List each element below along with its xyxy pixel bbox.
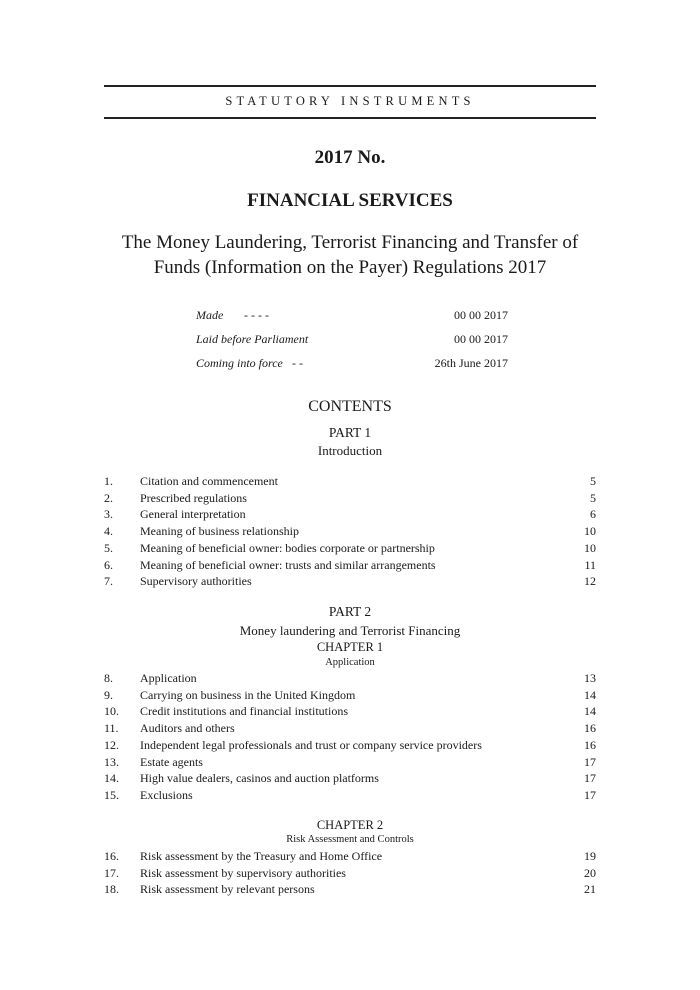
part-2-number: PART 2 [328, 604, 372, 619]
regulation-title: The Money Laundering, Terrorist Financing and Transfer of Funds (Information on the Payer) Regulations 2017 [121, 232, 579, 278]
toc-entry-page: 14 [584, 687, 596, 702]
toc-entry[interactable] [104, 849, 596, 865]
toc-entry[interactable] [104, 866, 596, 882]
toc-entry-title: Estate agents [140, 754, 203, 769]
toc-entry[interactable] [104, 541, 596, 557]
toc-entry[interactable] [104, 574, 596, 590]
toc-entry-title: Application [140, 671, 197, 685]
toc-entry-title: General interpretation [140, 507, 246, 522]
toc-entry-title: Carrying on business in the United Kingdom [140, 687, 356, 702]
toc-entry-page: 11 [584, 557, 596, 572]
toc-entry-number: 8. [104, 671, 113, 685]
chapter-1-number: CHAPTER 1 [316, 640, 384, 654]
date-row-laid [196, 332, 508, 348]
toc-entry-number: 2. [104, 490, 113, 505]
toc-entry-title: Auditors and others [140, 721, 235, 736]
toc-entry-number: 5. [104, 540, 113, 555]
toc-entry-title: Meaning of business relationship [140, 524, 299, 539]
toc-entry[interactable] [104, 491, 596, 507]
toc-entry[interactable] [104, 755, 596, 771]
toc-entry[interactable] [104, 507, 596, 523]
toc-entry-page: 5 [590, 490, 596, 505]
part-1-title: Introduction [317, 443, 383, 458]
toc-entry-page: 10 [584, 524, 596, 539]
chapter-2-number: CHAPTER 2 [316, 818, 384, 832]
date-row-coming-into-force [196, 356, 508, 372]
toc-entry-page: 20 [584, 865, 596, 880]
toc-entry-number: 7. [104, 574, 113, 589]
toc-entry-number: 13. [104, 754, 119, 769]
toc-entry-number: 3. [104, 507, 113, 522]
instrument-year: 2017 No. [314, 147, 386, 168]
toc-entry[interactable] [104, 671, 596, 687]
toc-entry-page: 16 [584, 737, 596, 752]
toc-entry[interactable] [104, 788, 596, 804]
statutory-instruments-banner: STATUTORY INSTRUMENTS [225, 94, 475, 108]
toc-entry-page: 6 [590, 507, 596, 522]
toc-entry[interactable] [104, 721, 596, 737]
toc-entry-number: 1. [104, 474, 113, 488]
toc-entry-number: 16. [104, 849, 119, 863]
date-dashes: - - - - [244, 308, 269, 322]
toc-entry[interactable] [104, 771, 596, 787]
toc-entry-page: 5 [590, 474, 596, 488]
toc-entry-page: 17 [584, 754, 596, 769]
toc-entry-number: 10. [104, 704, 119, 719]
toc-entry-page: 14 [584, 704, 596, 719]
toc-entry-page: 19 [584, 849, 596, 863]
toc-entry-title: Meaning of beneficial owner: trusts and similar arrangements [140, 557, 436, 572]
toc-entry-number: 4. [104, 524, 113, 539]
toc-entry-page: 13 [584, 671, 596, 685]
toc-entry-title: Risk assessment by the Treasury and Home Office [140, 849, 383, 863]
date-value: 00 00 2017 [454, 332, 508, 346]
top-rule [104, 85, 596, 87]
toc-entry-number: 17. [104, 865, 119, 880]
toc-entry[interactable] [104, 704, 596, 720]
toc-entry[interactable] [104, 738, 596, 754]
toc-entry[interactable] [104, 474, 596, 490]
date-label: Laid before Parliament [196, 332, 309, 346]
toc-entry-number: 6. [104, 557, 113, 572]
toc-entry-page: 12 [584, 574, 596, 589]
chapter-1-title: Application [325, 657, 375, 668]
toc-entry-number: 12. [104, 737, 119, 752]
toc-entry-page: 17 [584, 787, 596, 802]
toc-entry-page: 21 [584, 882, 596, 897]
contents-heading: CONTENTS [308, 398, 392, 415]
date-value: 26th June 2017 [434, 356, 508, 370]
subject-heading: FINANCIAL SERVICES [247, 190, 453, 211]
toc-entry-title: High value dealers, casinos and auction platforms [140, 771, 379, 786]
toc-entry-number: 11. [104, 721, 119, 736]
toc-entry[interactable] [104, 882, 596, 898]
toc-entry[interactable] [104, 688, 596, 704]
date-value: 00 00 2017 [454, 308, 508, 322]
toc-entry-number: 18. [104, 882, 119, 897]
date-dashes: - - [292, 356, 303, 370]
date-label: Made [196, 308, 224, 322]
toc-entry-title: Prescribed regulations [140, 490, 247, 505]
part-1-number: PART 1 [328, 425, 372, 440]
toc-entry-number: 14. [104, 771, 119, 786]
toc-entry-page: 16 [584, 721, 596, 736]
toc-entry-title: Citation and commencement [140, 474, 278, 488]
toc-entry-title: Exclusions [140, 787, 193, 802]
chapter-2-title: Risk Assessment and Controls [286, 834, 414, 845]
toc-entry-title: Independent legal professionals and trust or company service providers [140, 737, 482, 752]
toc-entry-title: Meaning of beneficial owner: bodies corporate or partnership [140, 540, 435, 555]
toc-entry-page: 17 [584, 771, 596, 786]
bottom-rule [104, 117, 596, 119]
part-2-title: Money laundering and Terrorist Financing [239, 623, 461, 638]
toc-entry-number: 15. [104, 787, 119, 802]
toc-entry[interactable] [104, 558, 596, 574]
toc-entry-page: 10 [584, 540, 596, 555]
toc-entry-title: Supervisory authorities [140, 574, 252, 589]
date-row-made [196, 308, 508, 324]
toc-entry-number: 9. [104, 687, 113, 702]
toc-entry-title: Credit institutions and financial institutions [140, 704, 348, 719]
toc-entry[interactable] [104, 524, 596, 540]
toc-entry-title: Risk assessment by supervisory authorities [140, 865, 346, 880]
toc-entry-title: Risk assessment by relevant persons [140, 882, 315, 897]
date-label: Coming into force [196, 356, 283, 370]
